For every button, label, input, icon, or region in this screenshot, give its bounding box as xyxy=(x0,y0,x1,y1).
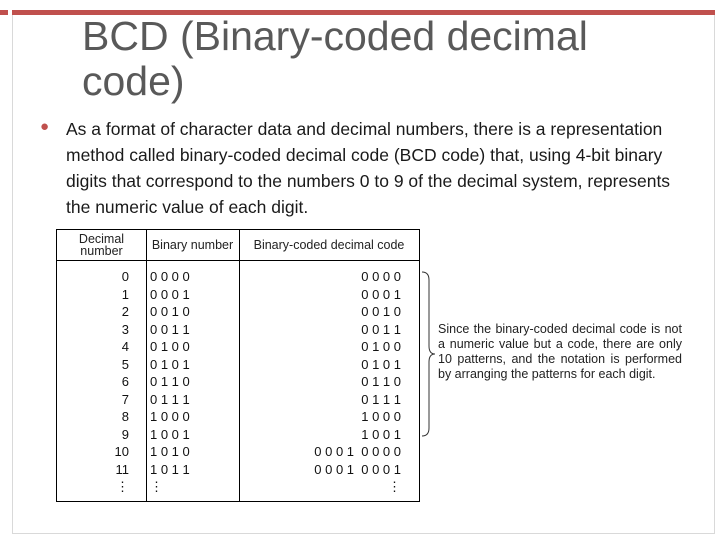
table-cell: 0 0 0 0 xyxy=(361,269,401,284)
table-cell: 0 1 1 0 xyxy=(150,374,190,389)
table-cell: 1 0 1 1 xyxy=(150,461,190,477)
table-cell: 0 1 0 0 xyxy=(361,339,401,354)
table-cell: 0 1 1 0 xyxy=(361,374,401,389)
table-cell: 1 0 0 0 xyxy=(150,409,190,424)
left-accent-mark xyxy=(0,10,8,15)
table-cell: 3 xyxy=(121,321,129,337)
table-cell: 1 0 1 0 xyxy=(150,444,190,459)
explanation-note: Since the binary-coded decimal code is not a numeric value but a code, there are only 10 patterns, and the notation is performed by arranging the patterns for each digit. xyxy=(438,322,682,381)
header-bcd: Binary-coded decimal code xyxy=(253,238,405,252)
table-cell: 10 xyxy=(114,444,129,459)
table-cell: 5 xyxy=(121,356,129,372)
column-bcd xyxy=(241,268,401,496)
table-cell: 0 0 0 1 0 0 0 0 xyxy=(314,444,401,459)
column-binary xyxy=(150,268,240,496)
table-cell: ⋮ xyxy=(150,479,163,494)
table-cell: 1 0 0 0 xyxy=(361,409,401,424)
table-header-divider xyxy=(57,260,419,261)
slide-title: BCD (Binary-coded decimal code) xyxy=(82,13,588,104)
table-cell: 0 0 1 0 xyxy=(361,304,401,319)
table-cell: 0 0 1 1 xyxy=(361,321,401,337)
table-cell: 1 0 0 1 xyxy=(361,426,401,442)
table-cell: 0 xyxy=(121,269,129,284)
table-cell: 0 1 0 0 xyxy=(150,339,190,354)
table-cell: 0 1 0 1 xyxy=(150,356,190,372)
table-cell: 0 0 1 0 xyxy=(150,304,190,319)
table-cell: 0 1 0 1 xyxy=(361,356,401,372)
table-cell: 0 0 0 0 xyxy=(150,269,190,284)
table-cell: ⋮ xyxy=(388,479,401,494)
table-cell: 0 0 0 1 xyxy=(150,286,190,302)
bullet-text: As a format of character data and decimal numbers, there is a representation method called binary-coded decimal code (BCD code) that, using 4-bit binary digits that correspond to the numbers 0 to 9 of the decimal system, represents the numeric value of each digit. xyxy=(66,119,671,217)
table-cell: 0 1 1 1 xyxy=(361,391,401,407)
table-cell: 0 0 0 1 xyxy=(361,286,401,302)
table-cell: 9 xyxy=(121,426,129,442)
table-cell: 1 0 0 1 xyxy=(150,426,190,442)
table-cell: 6 xyxy=(121,374,129,389)
table-cell: 0 1 1 1 xyxy=(150,391,190,407)
bullet-dot-icon: ● xyxy=(40,118,50,135)
table-cell: 11 xyxy=(115,461,129,477)
column-decimal xyxy=(57,268,129,496)
table-cell: 2 xyxy=(121,304,129,319)
table-cell: ⋮ xyxy=(116,479,129,494)
table-divider xyxy=(146,230,147,501)
table-cell: 7 xyxy=(121,391,129,407)
table-cell: 0 0 1 1 xyxy=(150,321,190,337)
bcd-table xyxy=(56,229,420,502)
right-brace-icon xyxy=(420,270,436,438)
header-decimal: Decimal number xyxy=(78,232,125,258)
table-cell: 4 xyxy=(121,339,129,354)
header-binary: Binary number xyxy=(151,238,234,252)
table-cell: 0 0 0 1 0 0 0 1 xyxy=(314,461,401,477)
table-cell: 8 xyxy=(121,409,129,424)
table-cell: 1 xyxy=(121,286,129,302)
